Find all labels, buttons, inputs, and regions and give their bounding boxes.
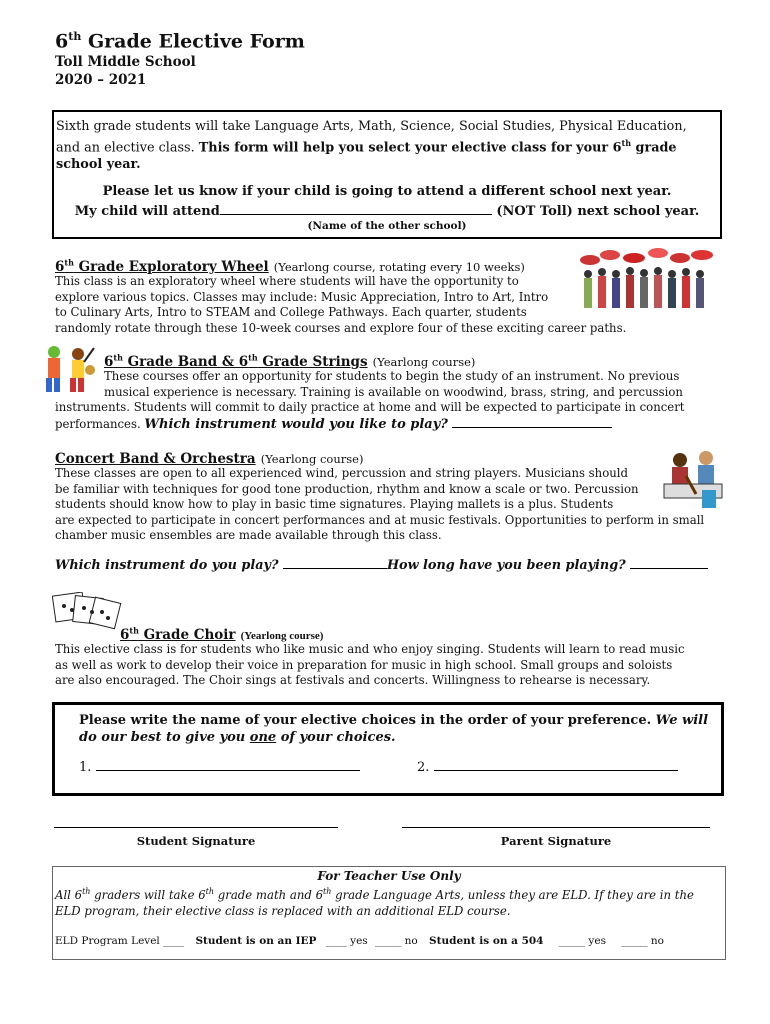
attend-line — [54, 202, 720, 219]
choices-line-1b: We will — [655, 713, 709, 728]
concert-line: students should know how to play in basic time signatures. Playing mallets is a plus. Students — [55, 497, 614, 512]
choices-line-2a: do our best to give you — [79, 730, 250, 745]
notice-text: Please let us know if your child is going to attend a different school next year. — [102, 184, 672, 199]
band-body — [55, 400, 725, 432]
iep-yes-field[interactable]: ____ yes — [325, 935, 368, 947]
intro-line-2-sup: th — [621, 138, 632, 148]
band-note: (Yearlong course) — [372, 355, 476, 369]
intro-line-2a: and an elective class. — [56, 140, 199, 156]
choice-2 — [417, 758, 678, 775]
orchestra-image — [662, 446, 724, 508]
wheel-title — [55, 259, 269, 275]
choices-line-1a: Please write the name of your elective choices in the order of your preference. — [79, 713, 656, 728]
attend-caption: (Name of the other school) — [307, 220, 467, 232]
teacher-t1a: All 6 — [55, 887, 83, 902]
teacher-box — [52, 866, 726, 960]
concert-line: be familiar with techniques for good tone production, rhythm and know a scale or two. Percussion — [55, 481, 639, 496]
choir-title-text: Grade Choir — [138, 627, 236, 643]
people-group-image — [578, 246, 716, 314]
choice-1-field[interactable] — [96, 758, 360, 771]
attend-prefix: My child will attend — [74, 204, 220, 219]
band-kids-image — [40, 340, 96, 396]
student-signature-field[interactable] — [54, 827, 338, 828]
wheel-note: (Yearlong course, rotating every 10 weeks) — [273, 260, 525, 274]
concert-heading — [55, 448, 363, 467]
title-text: Grade Elective Form — [81, 30, 305, 53]
concert-note: (Yearlong course) — [260, 452, 364, 466]
teacher-t1b: graders will take 6 — [90, 887, 206, 902]
iep-label: Student is on an IEP — [195, 935, 317, 947]
intro-line-2b: This form will help you select your elective class for your 6 — [198, 140, 622, 156]
choir-sup: th — [129, 625, 139, 636]
wheel-title-text: Grade Exploratory Wheel — [73, 259, 269, 275]
choice-2-label: 2. — [417, 760, 430, 775]
intro-line-1: Sixth grade students will take Language Arts, Math, Science, Social Studies, Physical Education, — [56, 119, 687, 134]
choices-line-2b: one — [249, 730, 277, 745]
teacher-sup: th — [323, 887, 332, 896]
choice-2-field[interactable] — [434, 758, 678, 771]
student-signature-label: Student Signature — [136, 834, 256, 848]
concert-line: are expected to participate in concert performances and at music festivals. Opportunities to perform in small — [55, 512, 705, 527]
teacher-status-row — [55, 935, 664, 947]
band-num1: 6 — [104, 354, 114, 370]
teacher-note — [55, 884, 694, 919]
people-figures — [584, 267, 704, 308]
choice-1 — [79, 758, 360, 775]
band-last-prefix: performances. — [55, 416, 145, 431]
band-line: musical experience is necessary. Training is available on woodwind, brass, string, and percussion — [104, 384, 683, 399]
intro-line-3: school year. — [56, 157, 141, 173]
wheel-sup: th — [64, 257, 74, 268]
wheel-body — [55, 274, 627, 336]
intro-text — [56, 118, 718, 173]
choices-box — [52, 702, 724, 796]
choir-note: (Yearlong course) — [240, 630, 324, 642]
wheel-heading — [55, 256, 525, 275]
wheel-line: to Culinary Arts, Intro to STEAM and College Pathways. Each quarter, students — [55, 305, 527, 320]
choices-line-2 — [79, 729, 708, 746]
concert-body — [55, 466, 725, 544]
band-question-line — [55, 417, 725, 433]
concert-title: Concert Band & Orchestra — [55, 451, 256, 467]
choir-line: are also encouraged. The Choir sings at festivals and concerts. Willingness to rehearse is necessary. — [55, 673, 651, 688]
s504-no-field[interactable]: _____ no — [621, 935, 664, 947]
page-title — [55, 30, 305, 52]
wheel-line: randomly rotate through these 10-week courses and explore four of these exciting career paths. — [55, 320, 627, 335]
s504-label: Student is on a 504 — [429, 935, 544, 947]
concert-years-field[interactable] — [630, 558, 708, 569]
teacher-t1c: grade math and 6 — [214, 887, 324, 902]
intro-line-2 — [56, 135, 718, 156]
intro-box — [52, 110, 722, 239]
teacher-line-2: ELD program, their elective class is replaced with an additional ELD course. — [55, 903, 511, 918]
choir-body — [55, 642, 725, 689]
wheel-line: This class is an exploratory wheel where students will have the opportunity to — [55, 274, 519, 288]
concert-questions — [55, 558, 708, 573]
band-line: These courses offer an opportunity for students to begin the study of an instrument. No previous — [104, 369, 680, 383]
band-sup1: th — [113, 352, 123, 363]
choir-line: as well as work to develop their voice in preparation for music in high school. Small groups and soloists — [55, 657, 673, 672]
wheel-line: explore various topics. Classes may include: Music Appreciation, Intro to Art, Intro — [55, 289, 549, 304]
choir-heading — [120, 624, 323, 643]
attend-suffix: (NOT Toll) next school year. — [496, 204, 700, 219]
teacher-sup: th — [205, 887, 215, 896]
intro-line-2c: grade — [631, 140, 677, 156]
band-line: instruments. Students will commit to daily practice at home and will be expected to participate in concert — [55, 400, 685, 414]
choir-title — [120, 627, 236, 643]
teacher-sup: th — [82, 887, 91, 896]
sheet-music-image — [52, 592, 122, 630]
school-year: 2020 – 2021 — [55, 72, 147, 88]
band-body-indent — [104, 369, 724, 400]
choices-line-2c: of your choices. — [276, 730, 396, 745]
eld-level-field[interactable]: ELD Program Level ____ — [55, 935, 185, 947]
title-number: 6 — [55, 30, 69, 53]
band-sup2: th — [248, 352, 258, 363]
choices-instructions — [79, 712, 708, 746]
band-question: Which instrument would you like to play? — [144, 416, 448, 432]
band-mid: Grade Band & 6 — [122, 354, 249, 370]
choir-num: 6 — [120, 627, 130, 643]
concert-q2: How long have you been playing? — [386, 558, 626, 573]
teacher-line-1 — [55, 884, 694, 903]
band-heading — [104, 351, 475, 370]
choices-line-1 — [79, 712, 708, 729]
iep-no-field[interactable]: _____ no — [375, 935, 418, 947]
band-title — [104, 354, 368, 370]
concert-line: These classes are open to all experienced wind, percussion and string players. Musicians should — [55, 466, 628, 480]
band-instrument-field[interactable] — [452, 417, 612, 428]
school-name: Toll Middle School — [55, 54, 196, 70]
teacher-heading: For Teacher Use Only — [317, 869, 461, 883]
band-title-end: Grade Strings — [257, 354, 368, 370]
concert-line: chamber music ensembles are made available through this class. — [55, 528, 442, 543]
parent-signature-field[interactable] — [402, 827, 710, 828]
choice-1-label: 1. — [79, 760, 92, 775]
teacher-t1d: grade Language Arts, unless they are ELD. If they are in the — [331, 887, 694, 902]
wheel-num: 6 — [55, 259, 65, 275]
concert-q1: Which instrument do you play? — [55, 558, 279, 573]
s504-yes-field[interactable]: _____ yes — [558, 935, 606, 947]
choir-line: This elective class is for students who like music and who enjoy singing. Students will learn to read music — [55, 642, 685, 656]
other-school-field[interactable] — [220, 202, 492, 215]
parent-signature-label: Parent Signature — [500, 834, 612, 848]
title-sup: th — [68, 30, 82, 43]
concert-instrument-field[interactable] — [283, 558, 387, 569]
